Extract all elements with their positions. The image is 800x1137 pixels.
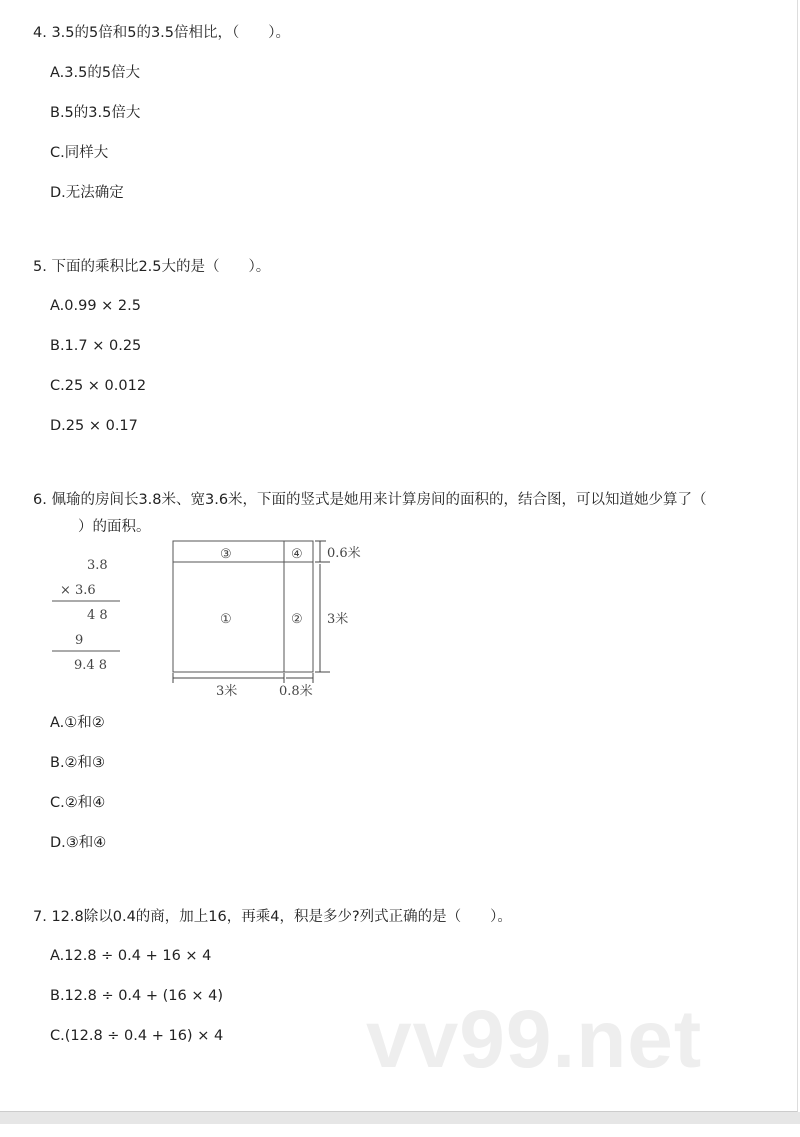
q7-option-a[interactable]: A.12.8 ÷ 0.4 + 16 × 4 <box>50 948 212 964</box>
q4-option-c[interactable]: C.同样大 <box>50 145 109 161</box>
region-2: ② <box>291 612 303 627</box>
dim-3m-height: 3米 <box>327 612 349 627</box>
question-7-stem: 7. 12.8除以0.4的商，加上16，再乘4，积是多少?列式正确的是（ ）。 <box>33 909 512 925</box>
q4-option-d[interactable]: D.无法确定 <box>50 185 124 201</box>
dim-0-8m: 0.8米 <box>279 684 313 699</box>
dim-0-6m: 0.6米 <box>327 546 361 561</box>
q6-option-a[interactable]: A.①和② <box>50 715 105 731</box>
q6-option-c[interactable]: C.②和④ <box>50 795 106 811</box>
calc-result: 9.4 8 <box>74 658 108 673</box>
calc-partial-1: 4 8 <box>87 608 108 623</box>
region-1: ① <box>220 612 232 627</box>
region-4: ④ <box>291 547 303 562</box>
q4-option-b[interactable]: B.5的3.5倍大 <box>50 105 141 121</box>
calc-multiplier: × 3.6 <box>60 583 96 598</box>
area-figure <box>40 535 380 700</box>
q6-option-d[interactable]: D.③和④ <box>50 835 107 851</box>
q7-option-c[interactable]: C.(12.8 ÷ 0.4 + 16) × 4 <box>50 1028 224 1044</box>
dim-3m-width: 3米 <box>216 684 238 699</box>
page-gap <box>0 1112 800 1124</box>
question-6-stem: 6. 佩瑜的房间长3.8米、宽3.6米，下面的竖式是她用来计算房间的面积的，结合图，可以知道她少算了（ <box>33 492 707 508</box>
question-6-stem-cont: ）的面积。 <box>78 519 151 535</box>
question-5-stem: 5. 下面的乘积比2.5大的是（ ）。 <box>33 259 271 275</box>
q4-option-a[interactable]: A.3.5的5倍大 <box>50 65 141 81</box>
q5-option-b[interactable]: B.1.7 × 0.25 <box>50 338 142 354</box>
calc-partial-2: 9 <box>75 633 84 648</box>
watermark: vv99.net <box>366 994 703 1085</box>
question-4-stem: 4. 3.5的5倍和5的3.5倍相比，（ ）。 <box>33 25 291 41</box>
region-3: ③ <box>220 547 232 562</box>
q6-option-b[interactable]: B.②和③ <box>50 755 106 771</box>
q5-option-c[interactable]: C.25 × 0.012 <box>50 378 147 394</box>
q5-option-d[interactable]: D.25 × 0.17 <box>50 418 138 434</box>
q7-option-b[interactable]: B.12.8 ÷ 0.4 + (16 × 4) <box>50 988 223 1004</box>
q5-option-a[interactable]: A.0.99 × 2.5 <box>50 298 141 314</box>
calc-multiplicand: 3.8 <box>87 558 108 573</box>
